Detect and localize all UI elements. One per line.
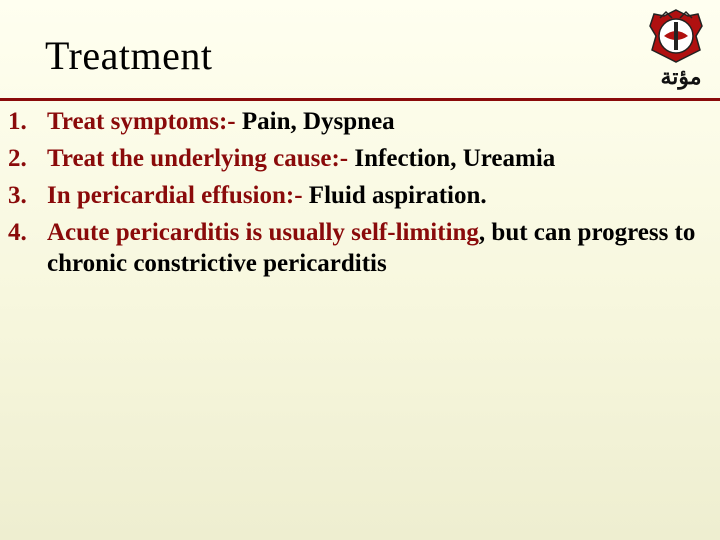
item-lead: Treat the underlying cause:- xyxy=(47,145,349,172)
title-divider xyxy=(0,98,720,101)
item-lead: Acute pericarditis is usually self-limiting xyxy=(47,219,479,246)
list-item xyxy=(0,106,710,137)
list-item xyxy=(0,180,710,211)
item-lead: Treat symptoms:- xyxy=(47,108,236,135)
treatment-list xyxy=(0,106,710,285)
list-number: 4. xyxy=(8,219,27,246)
list-number: 1. xyxy=(8,108,27,135)
list-item xyxy=(0,143,710,174)
item-text: Pain, Dyspnea xyxy=(235,108,395,135)
logo-caption: مؤتة xyxy=(660,64,702,89)
item-text: Infection, Ureamia xyxy=(348,145,556,172)
item-text: Fluid aspiration. xyxy=(302,182,487,209)
item-text: , but can progress to chronic constrictive pericarditis xyxy=(47,219,696,277)
list-number: 2. xyxy=(8,145,27,172)
item-lead: In pericardial effusion:- xyxy=(47,182,303,209)
list-number: 3. xyxy=(8,182,27,209)
list-item xyxy=(0,217,710,279)
slide-title: Treatment xyxy=(45,33,213,78)
